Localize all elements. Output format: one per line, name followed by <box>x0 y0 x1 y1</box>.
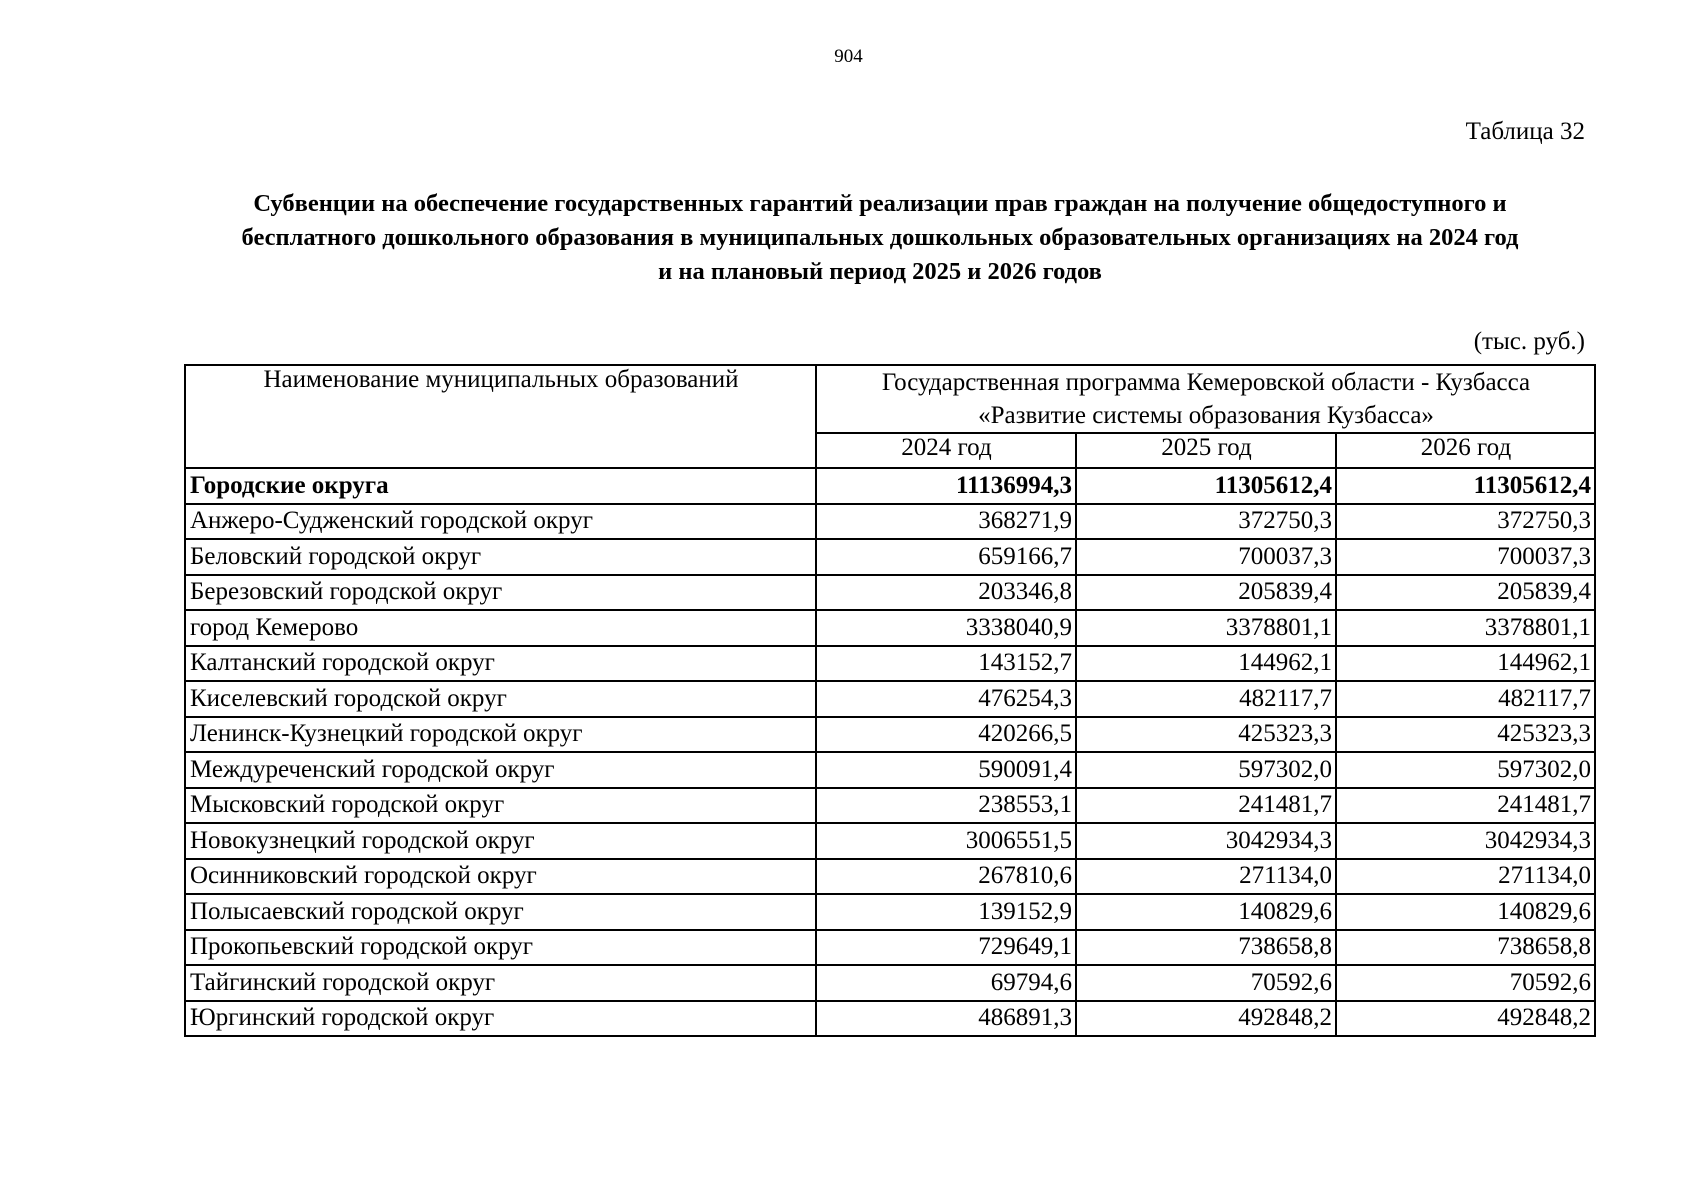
value-2024: 590091,4 <box>816 752 1076 788</box>
value-2024: 486891,3 <box>816 1001 1076 1037</box>
value-2025: 70592,6 <box>1076 965 1336 1001</box>
value-2025: 482117,7 <box>1076 681 1336 717</box>
value-2026: 597302,0 <box>1336 752 1595 788</box>
table-row <box>185 610 1595 646</box>
value-2026: 140829,6 <box>1336 894 1595 930</box>
value-2025: 738658,8 <box>1076 930 1336 966</box>
header-municipality: Наименование муниципальных образований <box>185 365 816 468</box>
value-2025: 241481,7 <box>1076 788 1336 824</box>
value-2026: 11305612,4 <box>1336 468 1595 504</box>
value-2026: 372750,3 <box>1336 504 1595 540</box>
value-2025: 425323,3 <box>1076 717 1336 753</box>
title-line: и на плановый период 2025 и 2026 годов <box>658 258 1102 285</box>
value-2026: 425323,3 <box>1336 717 1595 753</box>
table-row <box>185 823 1595 859</box>
row-name: Юргинский городской округ <box>185 1001 816 1037</box>
row-name: Березовский городской округ <box>185 575 816 611</box>
value-2026: 241481,7 <box>1336 788 1595 824</box>
value-2025: 140829,6 <box>1076 894 1336 930</box>
header-year-2024: 2024 год <box>816 433 1076 468</box>
value-2024: 69794,6 <box>816 965 1076 1001</box>
value-2024: 11136994,3 <box>816 468 1076 504</box>
subventions-table <box>184 364 1596 1037</box>
value-2026: 738658,8 <box>1336 930 1595 966</box>
value-2024: 368271,9 <box>816 504 1076 540</box>
table-row <box>185 788 1595 824</box>
value-2026: 482117,7 <box>1336 681 1595 717</box>
row-name: Междуреченский городской округ <box>185 752 816 788</box>
row-name: Новокузнецкий городской округ <box>185 823 816 859</box>
document-title <box>150 187 1610 289</box>
value-2024: 143152,7 <box>816 646 1076 682</box>
value-2026: 3042934,3 <box>1336 823 1595 859</box>
table-number: Таблица 32 <box>1465 118 1585 145</box>
value-2025: 492848,2 <box>1076 1001 1336 1037</box>
table-row <box>185 752 1595 788</box>
title-line: Субвенции на обеспечение государственных гарантий реализации прав граждан на получение общедоступного и <box>253 190 1507 217</box>
value-2024: 139152,9 <box>816 894 1076 930</box>
row-name: Беловский городской округ <box>185 539 816 575</box>
table-row <box>185 965 1595 1001</box>
value-2025: 11305612,4 <box>1076 468 1336 504</box>
value-2024: 476254,3 <box>816 681 1076 717</box>
value-2024: 267810,6 <box>816 859 1076 895</box>
row-name: Осинниковский городской округ <box>185 859 816 895</box>
value-2025: 700037,3 <box>1076 539 1336 575</box>
value-2024: 3006551,5 <box>816 823 1076 859</box>
row-name: Тайгинский городской округ <box>185 965 816 1001</box>
value-2026: 144962,1 <box>1336 646 1595 682</box>
value-2024: 420266,5 <box>816 717 1076 753</box>
value-2026: 271134,0 <box>1336 859 1595 895</box>
header-year-2025: 2025 год <box>1076 433 1336 468</box>
table-row <box>185 504 1595 540</box>
value-2025: 3378801,1 <box>1076 610 1336 646</box>
row-name: Калтанский городской округ <box>185 646 816 682</box>
value-2026: 3378801,1 <box>1336 610 1595 646</box>
row-name: Мысковский городской округ <box>185 788 816 824</box>
row-name: Анжеро-Судженский городской округ <box>185 504 816 540</box>
header-program <box>816 365 1595 433</box>
value-2026: 70592,6 <box>1336 965 1595 1001</box>
table-row <box>185 717 1595 753</box>
table-row <box>185 894 1595 930</box>
value-2025: 597302,0 <box>1076 752 1336 788</box>
value-2025: 205839,4 <box>1076 575 1336 611</box>
row-name: Полысаевский городской округ <box>185 894 816 930</box>
row-name: город Кемерово <box>185 610 816 646</box>
value-2026: 700037,3 <box>1336 539 1595 575</box>
page-number: 904 <box>834 46 863 67</box>
value-2026: 205839,4 <box>1336 575 1595 611</box>
table-row-total <box>185 468 1595 504</box>
row-name: Ленинск-Кузнецкий городской округ <box>185 717 816 753</box>
value-2024: 3338040,9 <box>816 610 1076 646</box>
value-2024: 238553,1 <box>816 788 1076 824</box>
value-2025: 144962,1 <box>1076 646 1336 682</box>
value-2025: 271134,0 <box>1076 859 1336 895</box>
table-row <box>185 646 1595 682</box>
value-2025: 372750,3 <box>1076 504 1336 540</box>
value-2024: 203346,8 <box>816 575 1076 611</box>
units-label: (тыс. руб.) <box>1473 328 1585 355</box>
header-program-line: Государственная программа Кемеровской области - Кузбасса <box>881 369 1531 396</box>
row-name: Городские округа <box>185 468 816 504</box>
value-2024: 659166,7 <box>816 539 1076 575</box>
header-year-2026: 2026 год <box>1336 433 1595 468</box>
value-2026: 492848,2 <box>1336 1001 1595 1037</box>
title-line: бесплатного дошкольного образования в муниципальных дошкольных образовательных организациях на 2024 год <box>241 224 1519 251</box>
value-2024: 729649,1 <box>816 930 1076 966</box>
table-row <box>185 930 1595 966</box>
value-2025: 3042934,3 <box>1076 823 1336 859</box>
header-program-line: «Развитие системы образования Кузбасса» <box>978 402 1434 429</box>
table-row <box>185 681 1595 717</box>
table-row <box>185 575 1595 611</box>
row-name: Прокопьевский городской округ <box>185 930 816 966</box>
table-row <box>185 539 1595 575</box>
table-row <box>185 859 1595 895</box>
row-name: Киселевский городской округ <box>185 681 816 717</box>
table-row <box>185 1001 1595 1037</box>
